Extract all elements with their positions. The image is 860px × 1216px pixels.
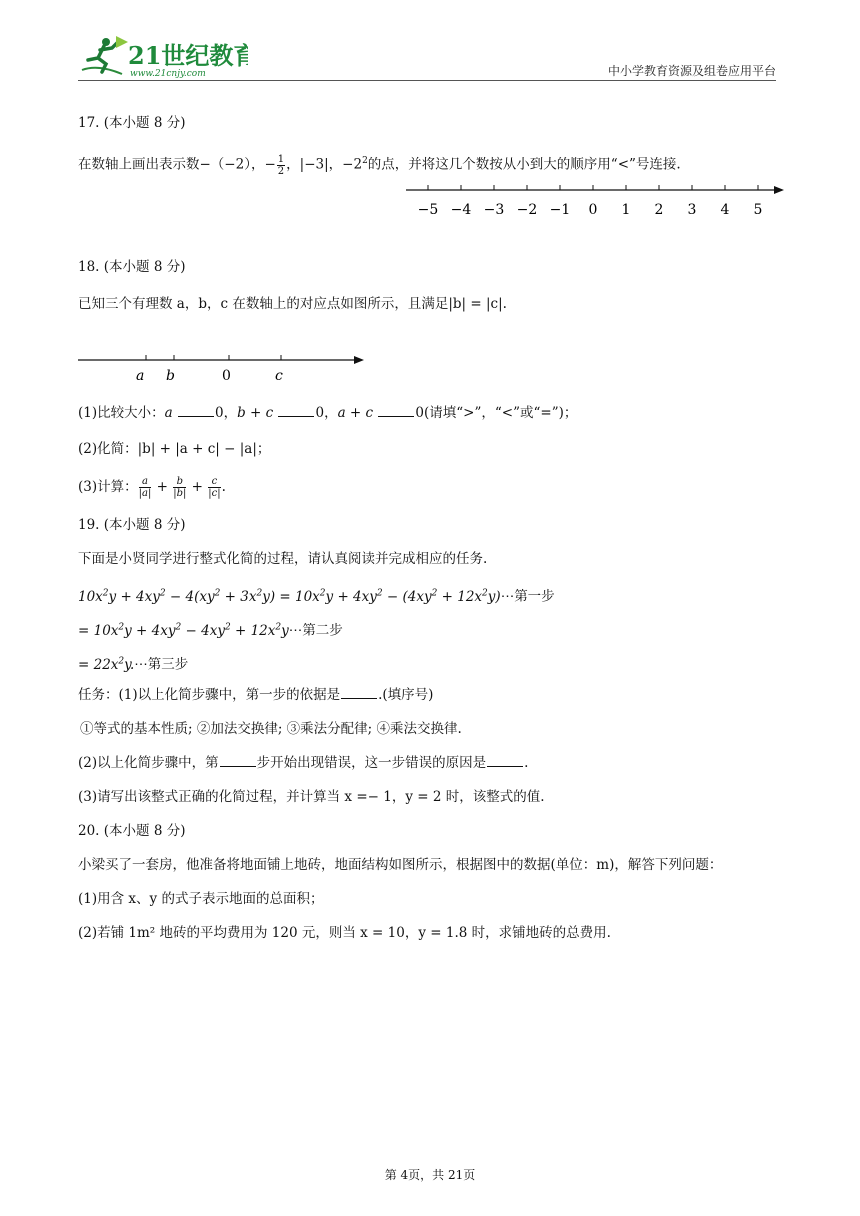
q20-intro: 小梁买了一套房，他准备将地面铺上地砖，地面结构如图所示，根据图中的数据(单位：m)，解答下列问题：	[78, 857, 723, 873]
blank[interactable]	[378, 404, 414, 417]
axis-label-c: c	[275, 368, 283, 384]
q18-part1: (1)比较大小：a 0，b + c 0，a + c 0(请填“>”，“<”或“=”)；	[78, 405, 578, 421]
logo-url: www.21cnjy.com	[130, 69, 206, 79]
q19-step3: = $22x^2y.\cdots$第三步	[78, 656, 189, 673]
blank[interactable]	[178, 404, 214, 417]
q19-intro: 下面是小贤同学进行整式化简的过程，请认真阅读并完成相应的任务.	[78, 551, 488, 567]
q19-options: ①等式的基本性质; ②加法交换律; ③乘法分配律; ④乘法交换律.	[80, 721, 462, 737]
tick-label: −3	[483, 202, 505, 218]
axis-label-0: 0	[222, 368, 231, 384]
tick-label: 5	[753, 202, 763, 218]
q18-part2: (2)化简：|b| + |a + c| − |a|；	[78, 441, 271, 457]
q17-text-a: 在数轴上画出表示数−（−2），−	[78, 156, 276, 173]
tick-label: −1	[549, 202, 571, 218]
q19-step2: = $10x^2y + 4xy^2 - 4xy^2$ + $12x^2y\cdots$第二步	[78, 622, 343, 639]
blank[interactable]	[220, 754, 256, 767]
q18-number-line	[76, 348, 368, 386]
q17-text-b: ，|−3|，−2	[286, 156, 363, 173]
page-number: 第 4页，共 21页	[384, 1168, 476, 1182]
q20-title: 20. (本小题 8 分)	[78, 823, 186, 839]
q19-task3: (3)请写出该整式正确的化简过程，并计算当 x =− 1，y = 2 时，该整式的值.	[78, 789, 545, 805]
q19-task2: (2)以上化简步骤中，第 步开始出现错误，这一步错误的原因是 .	[78, 755, 529, 771]
q18-title: 18. (本小题 8 分)	[78, 259, 186, 275]
blank[interactable]	[341, 686, 377, 699]
q17-fraction: $\frac{1}{2}$	[277, 153, 285, 177]
tick-label: 4	[720, 202, 730, 218]
logo-text: 21世纪教育	[128, 41, 248, 70]
tick-label: 0	[588, 202, 598, 218]
blank[interactable]	[487, 754, 523, 767]
q18-part3: (3)计算： $\frac{a}{|a|}$ + $\frac{b}{|b|}$ + $\frac{c}{|c|}$ .	[78, 476, 226, 499]
tick-label: 1	[621, 202, 631, 218]
tick-label: −2	[516, 202, 538, 218]
q17-number-line	[400, 180, 792, 220]
q17-prompt: 在数轴上画出表示数−（−2），− $\frac{1}{2}$ ，|−3|，$-2^2$的点，并将这几个数按从小到大的顺序用“<”号连接.	[78, 153, 681, 177]
q20-part2: (2)若铺 1m² 地砖的平均费用为 120 元，则当 x = 10，y = 1.8 时，求铺地砖的总费用.	[78, 925, 611, 941]
runner-icon	[82, 36, 128, 74]
blank[interactable]	[278, 404, 314, 417]
q19-step1: $10x^2y + 4xy^2 - 4(xy^2 + 3x^2y) = 10x^2y + 4xy^2 - (4xy^2$ + $12x^2y)\cdots$第一步	[78, 588, 555, 605]
q19-task1: 任务：(1)以上化简步骤中，第一步的依据是 .(填序号)	[78, 687, 434, 703]
tick-label: −5	[417, 202, 439, 218]
q20-part1: (1)用含 x、y 的式子表示地面的总面积；	[78, 891, 324, 907]
q19-title: 19. (本小题 8 分)	[78, 517, 186, 533]
tick-label: 2	[654, 202, 664, 218]
tick-label: −4	[450, 202, 472, 218]
tick-label: 3	[687, 202, 697, 218]
axis-label-b: b	[166, 368, 175, 384]
header-divider	[78, 80, 776, 81]
logo	[78, 34, 248, 80]
q17-title: 17. (本小题 8 分)	[78, 115, 186, 131]
header-platform-name: 中小学教育资源及组卷应用平台	[607, 64, 776, 78]
q18-intro: 已知三个有理数 a，b，c 在数轴上的对应点如图所示，且满足|b| = |c|.	[78, 296, 507, 312]
q17-text-c: 的点，并将这几个数按从小到大的顺序用“<”号连接.	[367, 156, 681, 173]
axis-label-a: a	[136, 368, 145, 384]
